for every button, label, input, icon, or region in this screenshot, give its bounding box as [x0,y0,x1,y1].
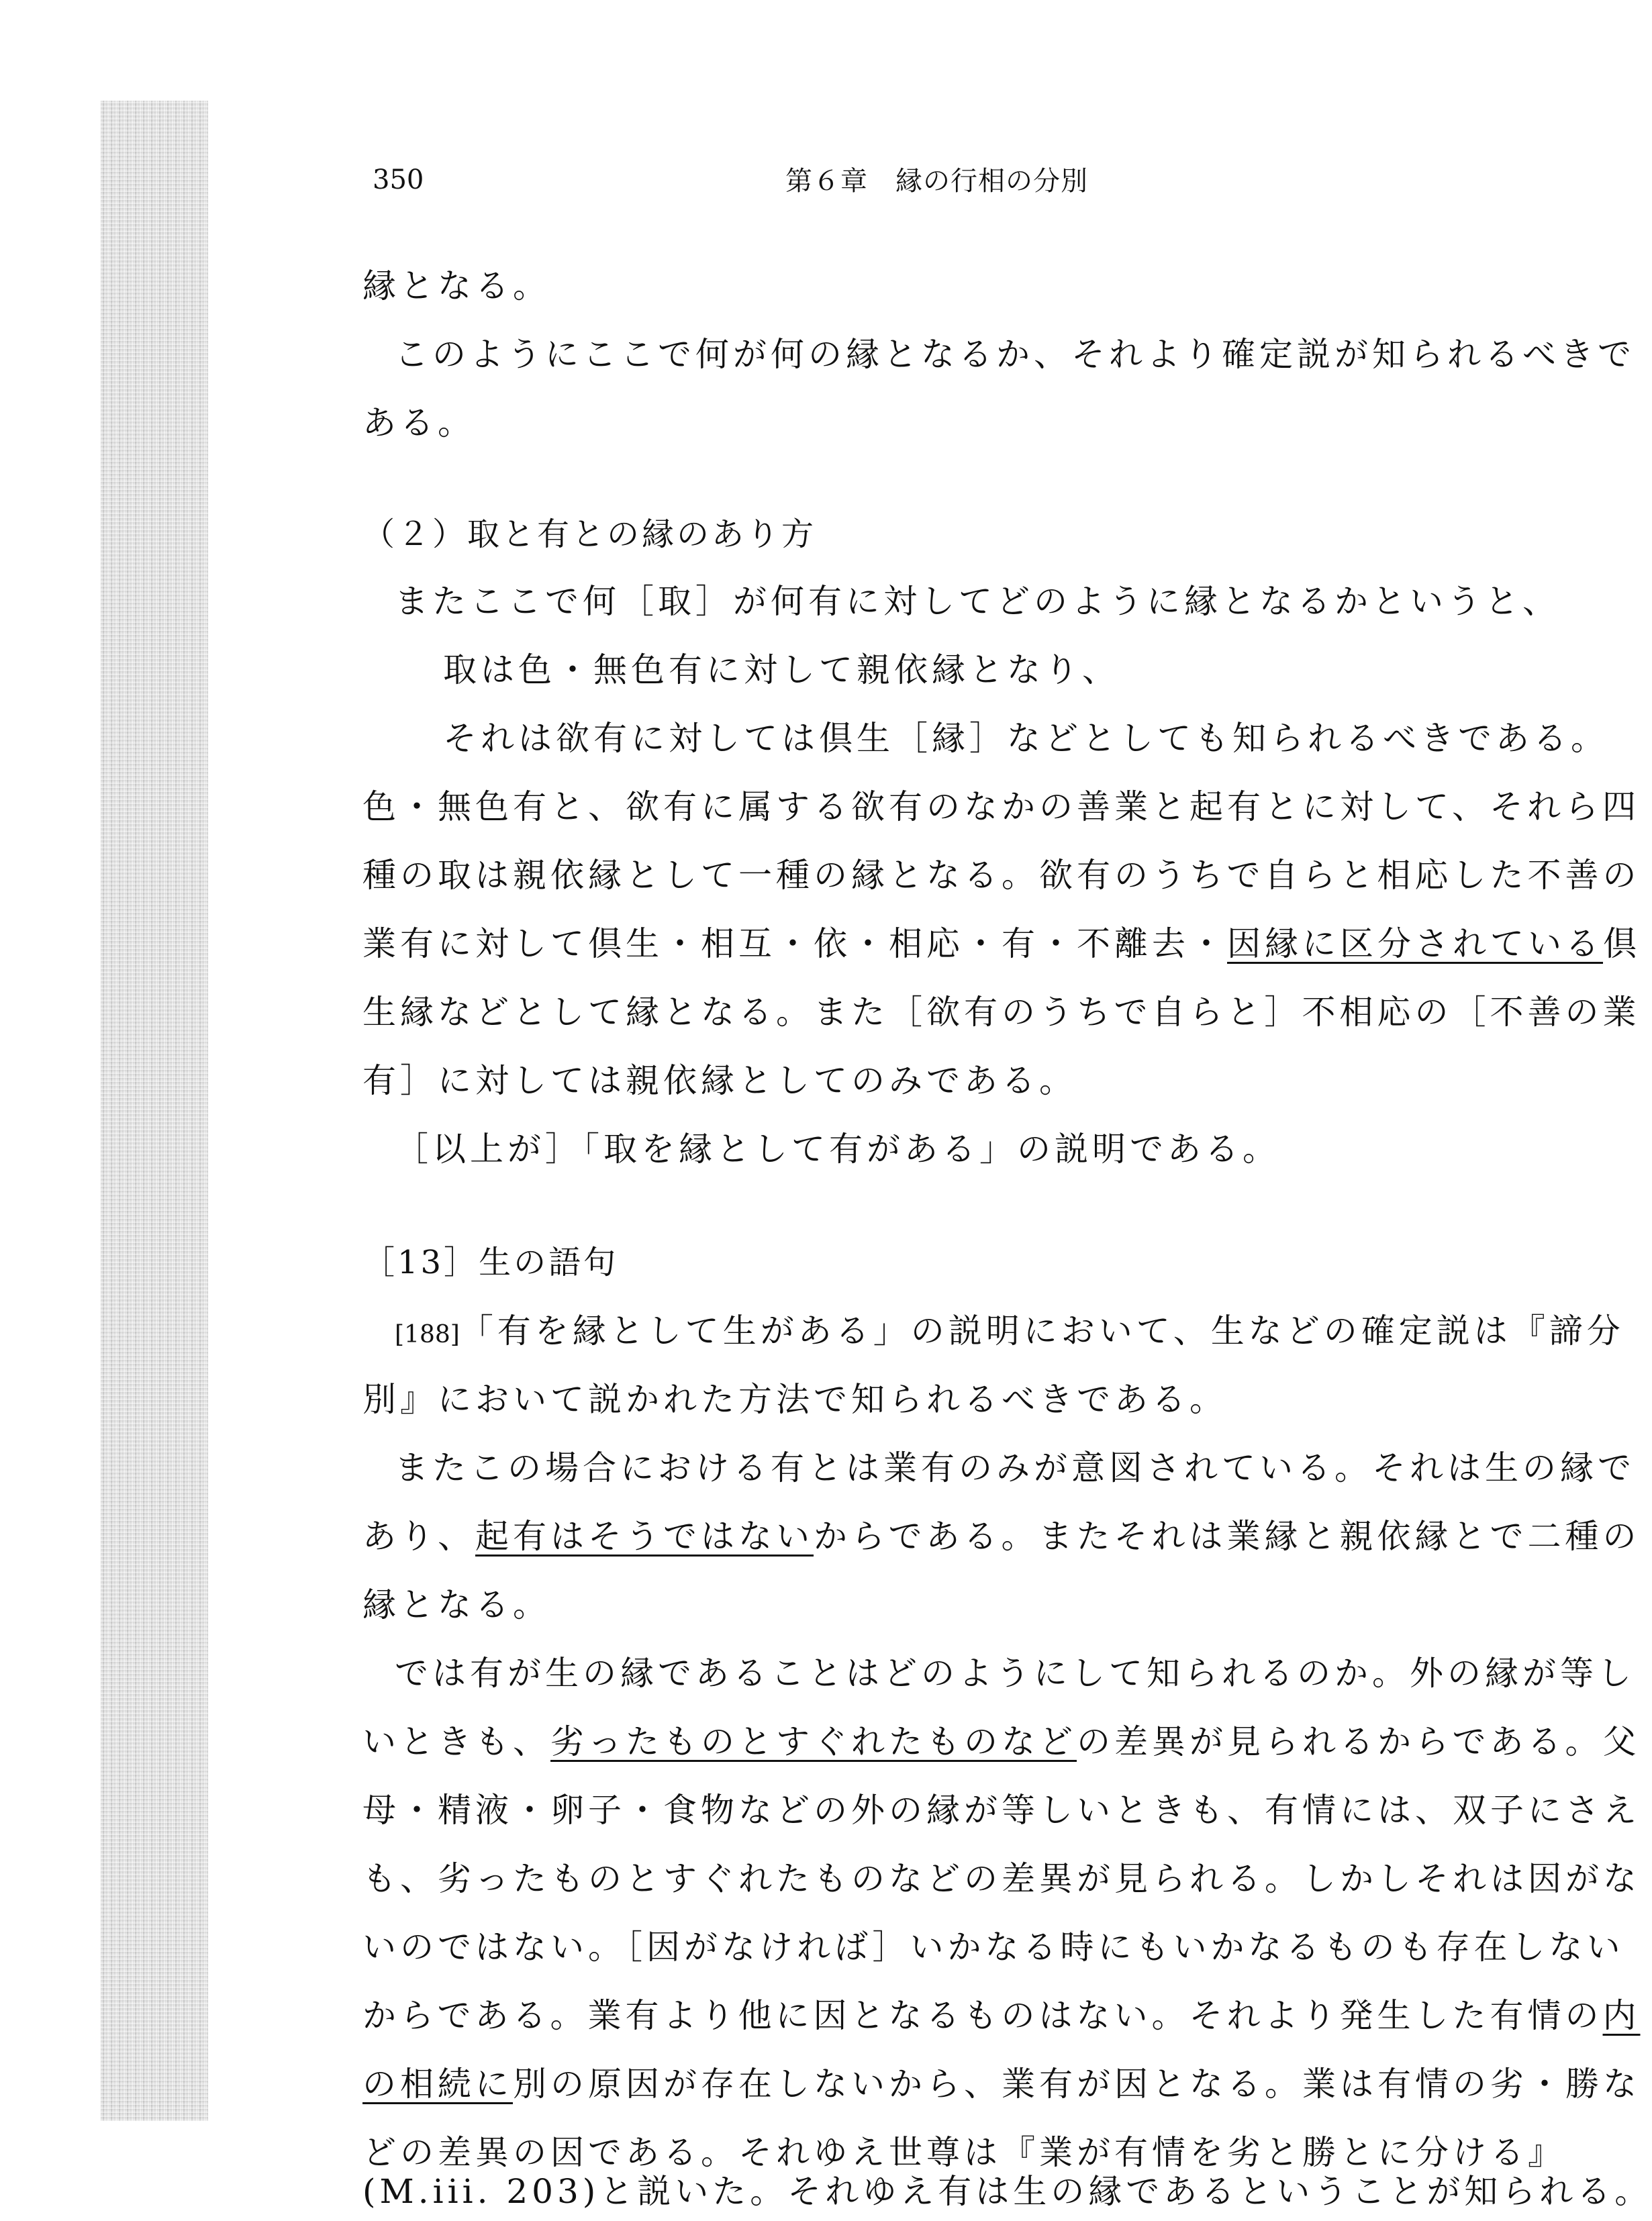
underlined-phrase: 起有はそうではない [475,1517,814,1556]
book-binding-shadow [101,101,208,2121]
underlined-phrase: 劣ったものとすぐれたものなど [550,1722,1077,1761]
text-line: 縁となる。 [362,1585,550,1624]
text-line: ［以上が］「取を縁として有がある」の説明である。 [395,1130,1280,1169]
underlined-phrase: 内 [1602,1996,1641,2035]
section-heading: ［13］生の語句 [362,1244,619,1281]
text-line: 縁となる。 [362,266,550,305]
text-line: 色・無色有と、欲有に属する欲有のなかの善業と起有とに対して、それら四 [362,787,1640,826]
text-line: またここで何［取］が何有に対してどのように縁となるかというと、 [395,582,1560,621]
text-line: 別』において説かれた方法で知られるべきである。 [362,1380,1227,1419]
underlined-phrase: 因縁に区分されている [1227,924,1603,963]
text-line: 生縁などとして縁となる。また［欲有のうちで自らと］不相応の［不善の業 [362,993,1641,1032]
text-line: 業有に対して倶生・相互・依・相応・有・不離去・因縁に区分されている倶 [362,924,1641,963]
text-line: いときも、劣ったものとすぐれたものなどの差異が見られるからである。父 [362,1722,1641,1761]
underlined-phrase: の相続に [362,2065,513,2104]
text-line: からである。業有より他に因となるものはない。それより発生した有情の内 [362,1996,1641,2035]
text-line: の相続に別の原因が存在しないから、業有が因となる。業は有情の劣・勝な [362,2065,1641,2104]
verse-line: 取は色・無色有に対して親依縁となり、 [443,650,1120,689]
text-line: ある。 [362,403,475,442]
text-line: いのではない。［因がなければ］いかなる時にもいかなるものも存在しない [362,1928,1624,1967]
text-line: も、劣ったものとすぐれたものなどの差異が見られる。しかしそれは因がな [362,1859,1641,1898]
text-line: (M.iii. 203)と説いた。それゆえ有は生の縁であるということが知られる。 [362,2172,1652,2211]
text-line: では有が生の縁であることはどのようにして知られるのか。外の縁が等し [395,1654,1635,1693]
paragraph-ref: [188] [395,1321,460,1348]
text-line: このようにここで何が何の縁となるか、それより確定説が知られるべきで [395,335,1635,374]
section-heading: （２）取と有との縁のあり方 [362,515,817,553]
text-line: またこの場合における有とは業有のみが意図されている。それは生の縁で [395,1448,1635,1487]
running-head: 第６章 縁の行相の分別 [785,166,1088,197]
text-line: 種の取は親依縁として一種の縁となる。欲有のうちで自らと相応した不善の [362,856,1641,895]
text-line: あり、起有はそうではないからである。またそれは業縁と親依縁とで二種の [362,1517,1641,1556]
text-line: [188]「有を縁として生がある」の説明において、生などの確定説は『諦分 [395,1312,1624,1350]
text-line: 母・精液・卵子・食物などの外の縁が等しいときも、有情には、双子にさえ [362,1791,1641,1830]
verse-line: それは欲有に対しては倶生［縁］などとしても知られるべきである。 [443,719,1608,758]
text-line: 有］に対しては親依縁としてのみである。 [362,1061,1077,1100]
page-number: 350 [373,164,424,195]
text-line: どの差異の因である。それゆえ世尊は『業が有情を劣と勝とに分ける』 [362,2133,1565,2172]
